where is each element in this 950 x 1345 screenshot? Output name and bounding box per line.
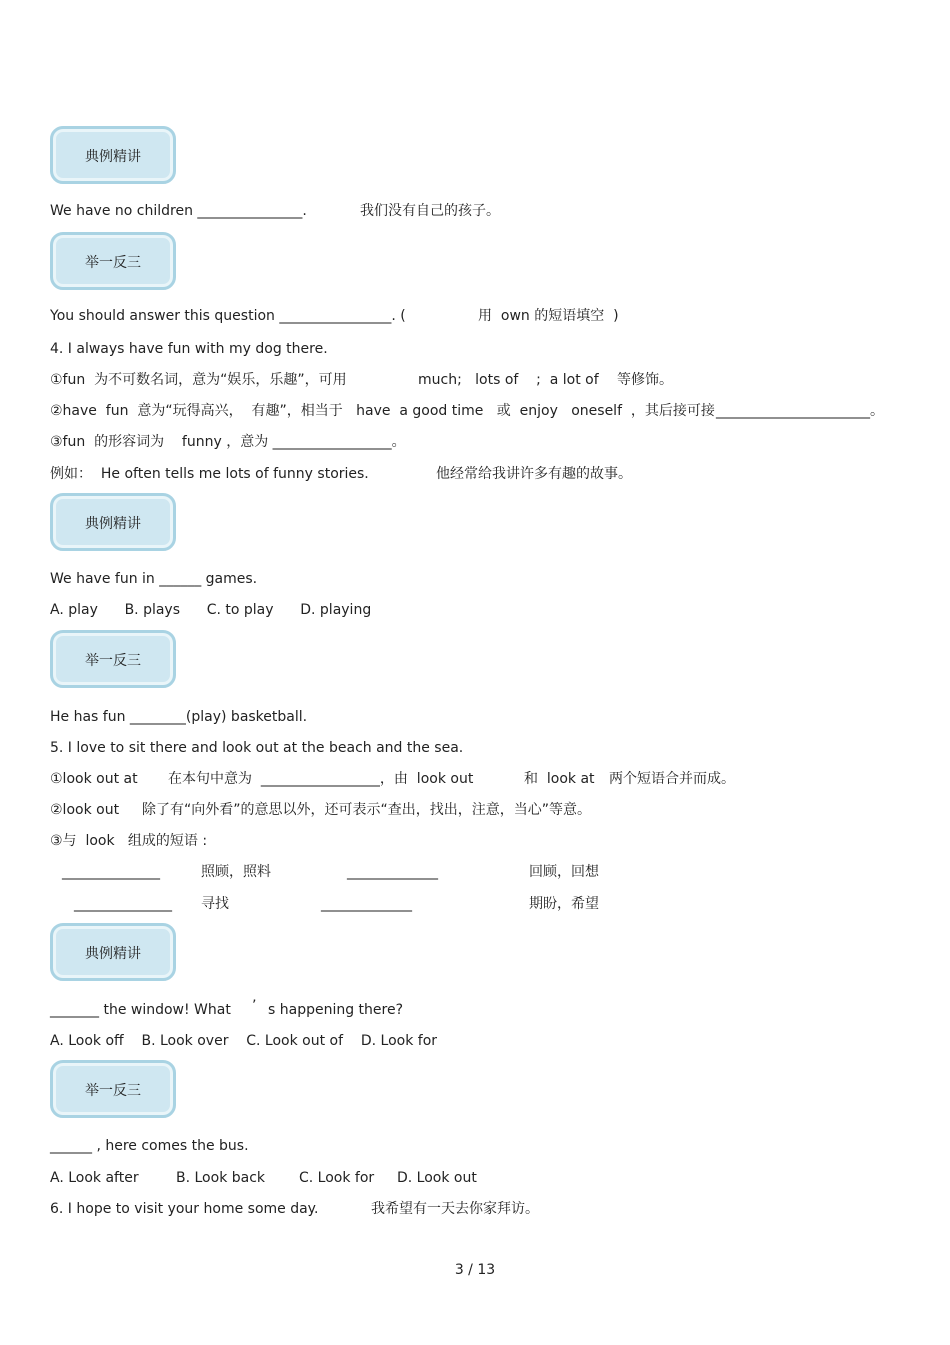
note-line: much; lots of ; a lot of: [418, 372, 599, 388]
note-line: 除了有“向外看”的意思以外，还可表示“查出，找出，注意，当心”等意。: [142, 802, 592, 818]
note-line: ②look out: [50, 802, 120, 818]
page-number: 3 / 13: [454, 1262, 496, 1278]
exercise-line: He has fun ________(play) basketball.: [50, 709, 308, 725]
answer-blank: ______________: [62, 864, 160, 880]
option: B. Look back: [176, 1170, 266, 1186]
example-badge: [50, 126, 176, 184]
phrase-meaning: 寻找: [201, 896, 229, 912]
note-line: ①fun 为不可数名词，意为“娱乐，乐趣”，可用: [50, 372, 347, 388]
options-line: A. play B. plays C. to play D. playing: [50, 602, 372, 618]
practice-badge: [50, 232, 176, 290]
note-line: 在本句中意为 _________________，由 look out: [168, 771, 474, 787]
badge-label: 举一反三: [85, 1083, 141, 1099]
instruction: 用 own 的短语填空 ): [478, 308, 619, 324]
section-heading: 6. I hope to visit your home some day.: [50, 1201, 319, 1217]
options-line: A. Look off B. Look over C. Look out of D. Look for: [50, 1033, 438, 1049]
badge-label: 典例精讲: [85, 516, 141, 532]
translation: 我希望有一天去你家拜访。: [371, 1201, 539, 1217]
badge-label: 举一反三: [85, 255, 141, 271]
note-line: ②have fun 意为“玩得高兴， 有趣”，相当于 have a good time 或 enjoy oneself ，其后接可接: [50, 403, 715, 419]
translation: 他经常给我讲许多有趣的故事。: [436, 466, 632, 482]
section-heading: 4. I always have fun with my dog there.: [50, 341, 328, 357]
note-line: 和 look at: [524, 771, 595, 787]
note-line: ①look out at: [50, 771, 138, 787]
example-sentence: 例如： He often tells me lots of funny stories.: [50, 466, 369, 482]
note-line: ③与 look 组成的短语 :: [50, 833, 208, 849]
note-line: 两个短语合并而成。: [609, 771, 735, 787]
exercise-line: _______ the window! What: [50, 1002, 231, 1018]
phrase-meaning: 回顾，回想: [529, 864, 599, 880]
practice-badge: [50, 1060, 176, 1118]
note-line: 等修饰。: [617, 372, 673, 388]
exercise-line: We have no children _______________.: [50, 203, 307, 219]
answer-blank: _____________: [321, 896, 412, 912]
phrase-meaning: 期盼，希望: [529, 896, 599, 912]
option: A. Look after: [50, 1170, 139, 1186]
exercise-line: ______ , here comes the bus.: [50, 1138, 249, 1154]
section-heading: 5. I love to sit there and look out at the beach and the sea.: [50, 740, 464, 756]
answer-blank: ______________________。: [716, 403, 884, 419]
phrase-meaning: 照顾，照料: [201, 864, 271, 880]
exercise-line: We have fun in ______ games.: [50, 571, 258, 587]
example-badge: [50, 493, 176, 551]
badge-label: 举一反三: [85, 653, 141, 669]
badge-label: 典例精讲: [85, 149, 141, 165]
practice-badge: [50, 630, 176, 688]
translation: 我们没有自己的孩子。: [360, 203, 500, 219]
note-line: ③fun 的形容词为 funny ，意为 _________________。: [50, 434, 406, 450]
answer-blank: ______________: [74, 896, 172, 912]
exercise-line: s happening there?: [268, 1002, 404, 1018]
exercise-line: ’: [252, 998, 257, 1014]
example-badge: [50, 923, 176, 981]
option: D. Look out: [397, 1170, 477, 1186]
badge-label: 典例精讲: [85, 946, 141, 962]
exercise-line: You should answer this question ________________. (: [50, 308, 406, 324]
option: C. Look for: [299, 1170, 375, 1186]
answer-blank: _____________: [347, 864, 438, 880]
